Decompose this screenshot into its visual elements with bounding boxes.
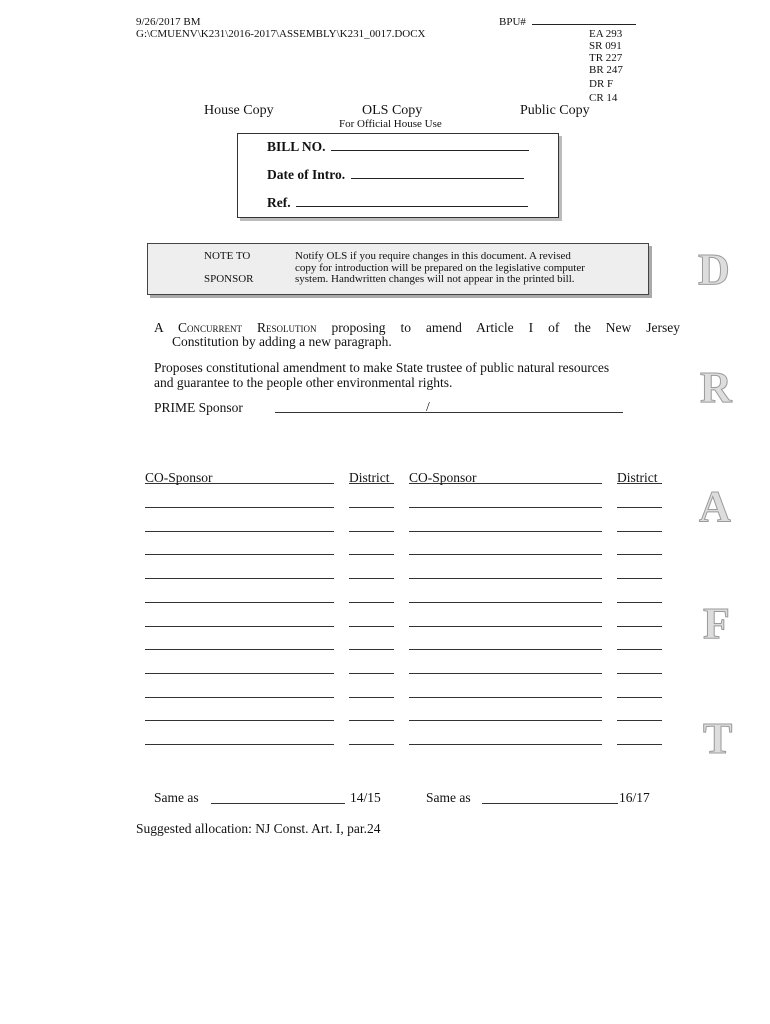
district-blank[interactable] [349,673,394,674]
proposes-line-1: Proposes constitutional amendment to make State trustee of public natural resources [154,360,610,375]
cosponsor-blank[interactable] [409,507,602,508]
cosponsor-blank[interactable] [145,626,334,627]
cosponsor-header-2: CO-Sponsor [409,470,477,485]
district-blank[interactable] [349,649,394,650]
prime-sponsor-separator: / [426,399,430,414]
draft-watermark-letter: F [703,599,730,648]
district-blank[interactable] [349,744,394,745]
district-blank[interactable] [617,673,662,674]
district-blank[interactable] [349,626,394,627]
bill-no-label: BILL NO. [267,139,326,154]
cosponsor-blank[interactable] [145,578,334,579]
district-blank[interactable] [617,697,662,698]
resolution-line-2: Constitution by adding a new paragraph. [172,334,392,349]
district-blank[interactable] [349,578,394,579]
same-as-session-2: 16/17 [619,790,650,805]
cosponsor-header-1: CO-Sponsor [145,470,213,485]
cosponsor-blank[interactable] [145,507,334,508]
same-as-label-2: Same as [426,790,471,805]
header-underline [409,483,602,484]
house-copy-label: House Copy [204,103,274,118]
district-blank[interactable] [617,744,662,745]
date-intro-blank[interactable] [351,178,524,179]
district-blank[interactable] [617,578,662,579]
district-header-2: District [617,470,658,485]
note-text-line: copy for introduction will be prepared on the legislative computer [295,262,585,274]
bill-no-field[interactable] [267,139,529,155]
resolution-line-1-rest: proposing to amend Article I of the New Jersey [331,320,680,335]
district-blank[interactable] [617,720,662,721]
cosponsor-blank[interactable] [145,697,334,698]
date-intro-label: Date of Intro. [267,167,346,182]
file-path: G:\CMUENV\K231\2016-2017\ASSEMBLY\K231_0017.DOCX [136,28,426,40]
resolution-type: Concurrent Resolution [178,320,317,335]
draft-watermark-letter: A [699,482,731,531]
prime-sponsor-blank[interactable] [275,412,623,413]
district-blank[interactable] [617,554,662,555]
resolution-line-1 [154,320,680,335]
same-as-session-1: 14/15 [350,790,381,805]
ols-copy-subtitle: For Official House Use [339,118,442,130]
code-list [589,28,623,104]
cosponsor-blank[interactable] [409,720,602,721]
resolution-prefix: A [154,320,164,335]
same-as-blank-1[interactable] [211,803,345,804]
same-as-blank-2[interactable] [482,803,618,804]
ref-blank[interactable] [296,206,528,207]
cosponsor-blank[interactable] [409,626,602,627]
cosponsor-blank[interactable] [409,649,602,650]
district-blank[interactable] [617,602,662,603]
note-text-line: Notify OLS if you require changes in this document. A revised [295,250,571,262]
district-blank[interactable] [349,531,394,532]
bpu-label: BPU# [499,16,526,28]
ols-copy-label: OLS Copy [362,103,423,118]
draft-watermark-letter: R [700,363,732,412]
district-blank[interactable] [349,507,394,508]
cosponsor-blank[interactable] [145,554,334,555]
cosponsor-blank[interactable] [145,744,334,745]
code-item: TR 227 [589,52,623,64]
cosponsor-blank[interactable] [409,673,602,674]
header-underline [617,483,662,484]
district-blank[interactable] [349,554,394,555]
cosponsor-blank[interactable] [409,602,602,603]
code-item: BR 247 [589,64,623,76]
bill-no-blank[interactable] [331,150,529,151]
code-item: CR 14 [589,92,618,104]
cosponsor-blank[interactable] [145,649,334,650]
header-underline [145,483,334,484]
code-item: DR F [589,78,614,90]
note-label-2: SPONSOR [204,273,254,285]
header-date: 9/26/2017 BM [136,16,201,28]
district-blank[interactable] [617,507,662,508]
note-label-1: NOTE TO [204,250,251,262]
date-intro-field[interactable] [267,167,524,183]
cosponsor-blank[interactable] [409,578,602,579]
prime-sponsor-label: PRIME Sponsor [154,400,243,415]
cosponsor-blank[interactable] [409,554,602,555]
header-underline [349,483,394,484]
bpu-field [499,16,636,28]
district-blank[interactable] [617,531,662,532]
draft-watermark-letter: D [698,245,730,294]
ref-field[interactable] [267,195,528,211]
district-blank[interactable] [617,626,662,627]
public-copy-label: Public Copy [520,103,590,118]
bpu-blank [532,24,636,25]
code-item: SR 091 [589,40,622,52]
cosponsor-blank[interactable] [145,602,334,603]
district-header-1: District [349,470,390,485]
draft-watermark-letter: T [703,714,733,763]
cosponsor-blank[interactable] [409,531,602,532]
cosponsor-blank[interactable] [145,531,334,532]
ref-label: Ref. [267,195,291,210]
district-blank[interactable] [349,602,394,603]
note-text-line: system. Handwritten changes will not appear in the printed bill. [295,273,575,285]
suggested-allocation: Suggested allocation: NJ Const. Art. I, par.24 [136,821,381,836]
cosponsor-blank[interactable] [409,744,602,745]
same-as-label-1: Same as [154,790,199,805]
cosponsor-blank[interactable] [409,697,602,698]
cosponsor-blank[interactable] [145,673,334,674]
district-blank[interactable] [349,720,394,721]
cosponsor-blank[interactable] [145,720,334,721]
code-item: EA 293 [589,28,623,40]
district-blank[interactable] [349,697,394,698]
proposes-line-2: and guarantee to the people other environmental rights. [154,375,453,390]
district-blank[interactable] [617,649,662,650]
